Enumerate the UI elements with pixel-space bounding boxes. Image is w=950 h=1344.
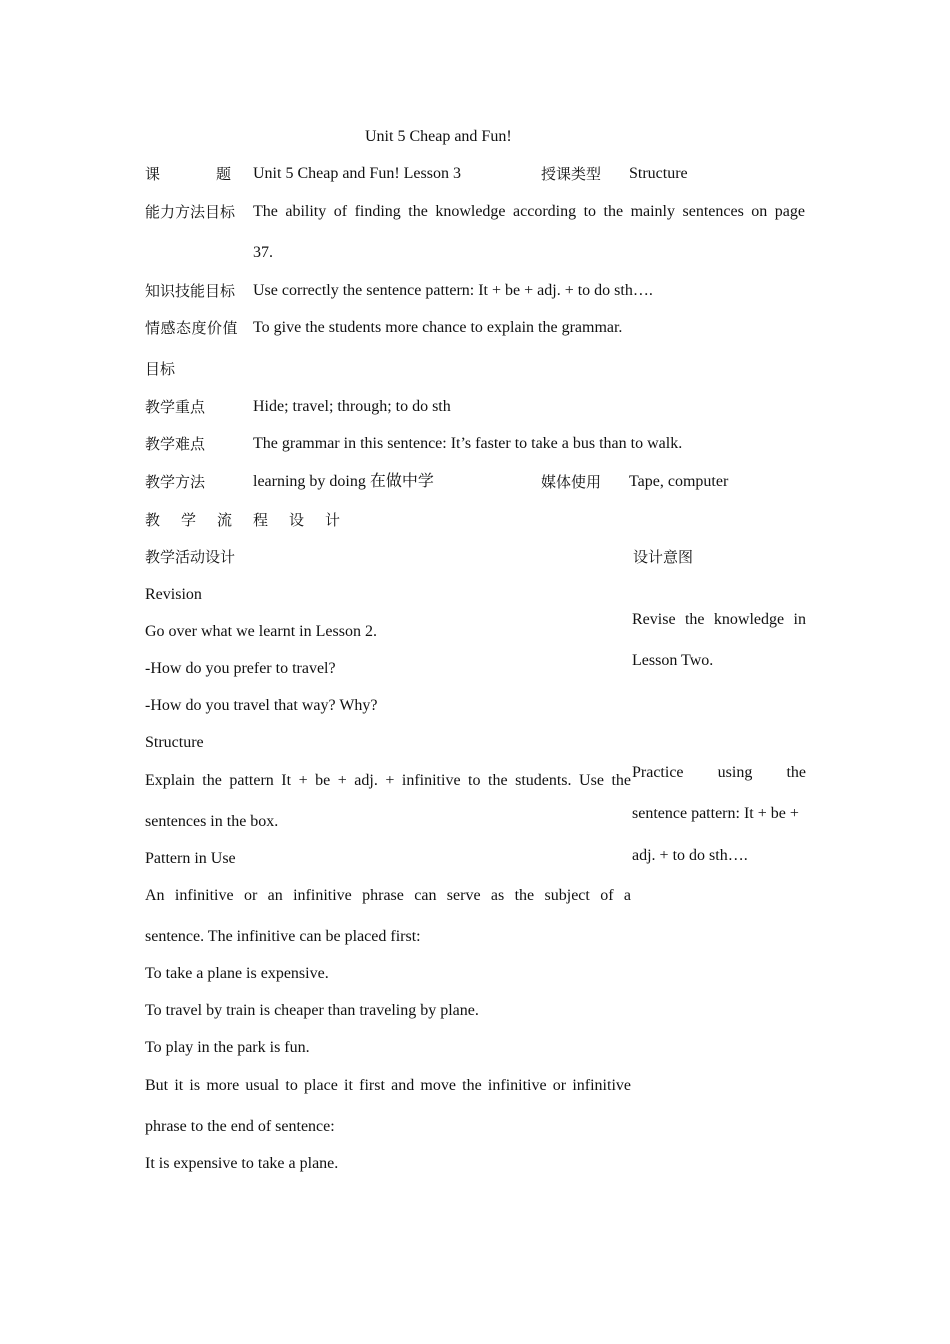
key-points-value: Hide; travel; through; to do sth <box>253 398 451 415</box>
example-1: To take a plane is expensive. <box>145 965 329 982</box>
explain-line-1: Explain the pattern It + be + adj. + infinitive to the students. Use the <box>145 772 631 789</box>
practice-intent-line-1: Practice using the <box>632 764 806 781</box>
example-3: To play in the park is fun. <box>145 1039 310 1056</box>
revise-intent-line-2: Lesson Two. <box>632 652 714 669</box>
emotion-objective-label: 情感态度价值 <box>145 319 239 337</box>
usual-line-1: But it is more usual to place it first and move the infinitive or infinitive <box>145 1077 631 1094</box>
topic-label-part1: 课 <box>145 165 161 183</box>
question-2: -How do you travel that way? Why? <box>145 697 378 714</box>
go-over-text: Go over what we learnt in Lesson 2. <box>145 623 377 640</box>
infinitive-line-1: An infinitive or an infinitive phrase can serve as the subject of a <box>145 887 631 904</box>
structure-heading: Structure <box>145 734 204 751</box>
emotion-objective-label-cont: 目标 <box>145 360 176 378</box>
pattern-in-use-heading: Pattern in Use <box>145 850 236 867</box>
ability-objective-label: 能力方法目标 <box>145 203 236 221</box>
practice-intent-line-2: sentence pattern: It + be + <box>632 805 799 822</box>
teaching-method-value: learning by doing 在做中学 <box>253 473 434 490</box>
emotion-objective-value: To give the students more chance to explain the grammar. <box>253 319 623 336</box>
practice-intent-line-3: adj. + to do sth…. <box>632 847 748 864</box>
media-value: Tape, computer <box>629 473 729 490</box>
ability-objective-line2: 37. <box>253 244 273 261</box>
design-intent-heading: 设计意图 <box>633 548 694 566</box>
key-points-label: 教学重点 <box>145 398 206 416</box>
lesson-type-label: 授课类型 <box>541 165 602 183</box>
page-title: Unit 5 Cheap and Fun! <box>365 128 512 145</box>
revision-heading: Revision <box>145 586 202 603</box>
example-2: To travel by train is cheaper than traveling by plane. <box>145 1002 479 1019</box>
example-4: It is expensive to take a plane. <box>145 1155 339 1172</box>
process-heading: 教学流程设计 <box>145 511 362 529</box>
revise-intent-line-1: Revise the knowledge in <box>632 611 806 628</box>
topic-label-part2: 题 <box>216 165 232 183</box>
lesson-type-value: Structure <box>629 165 688 182</box>
explain-line-2: sentences in the box. <box>145 813 279 830</box>
knowledge-objective-label: 知识技能目标 <box>145 282 236 300</box>
infinitive-line-2: sentence. The infinitive can be placed first: <box>145 928 421 945</box>
question-1: -How do you prefer to travel? <box>145 660 336 677</box>
topic-value: Unit 5 Cheap and Fun! Lesson 3 <box>253 165 461 182</box>
difficult-points-label: 教学难点 <box>145 435 206 453</box>
usual-line-2: phrase to the end of sentence: <box>145 1118 335 1135</box>
difficult-points-value: The grammar in this sentence: It’s faster to take a bus than to walk. <box>253 435 683 452</box>
activity-design-heading: 教学活动设计 <box>145 548 236 566</box>
media-label: 媒体使用 <box>541 473 602 491</box>
ability-objective-line1: The ability of finding the knowledge according to the mainly sentences on page <box>253 203 805 220</box>
teaching-method-label: 教学方法 <box>145 473 206 491</box>
knowledge-objective-value: Use correctly the sentence pattern: It + be + adj. + to do sth…. <box>253 282 653 299</box>
